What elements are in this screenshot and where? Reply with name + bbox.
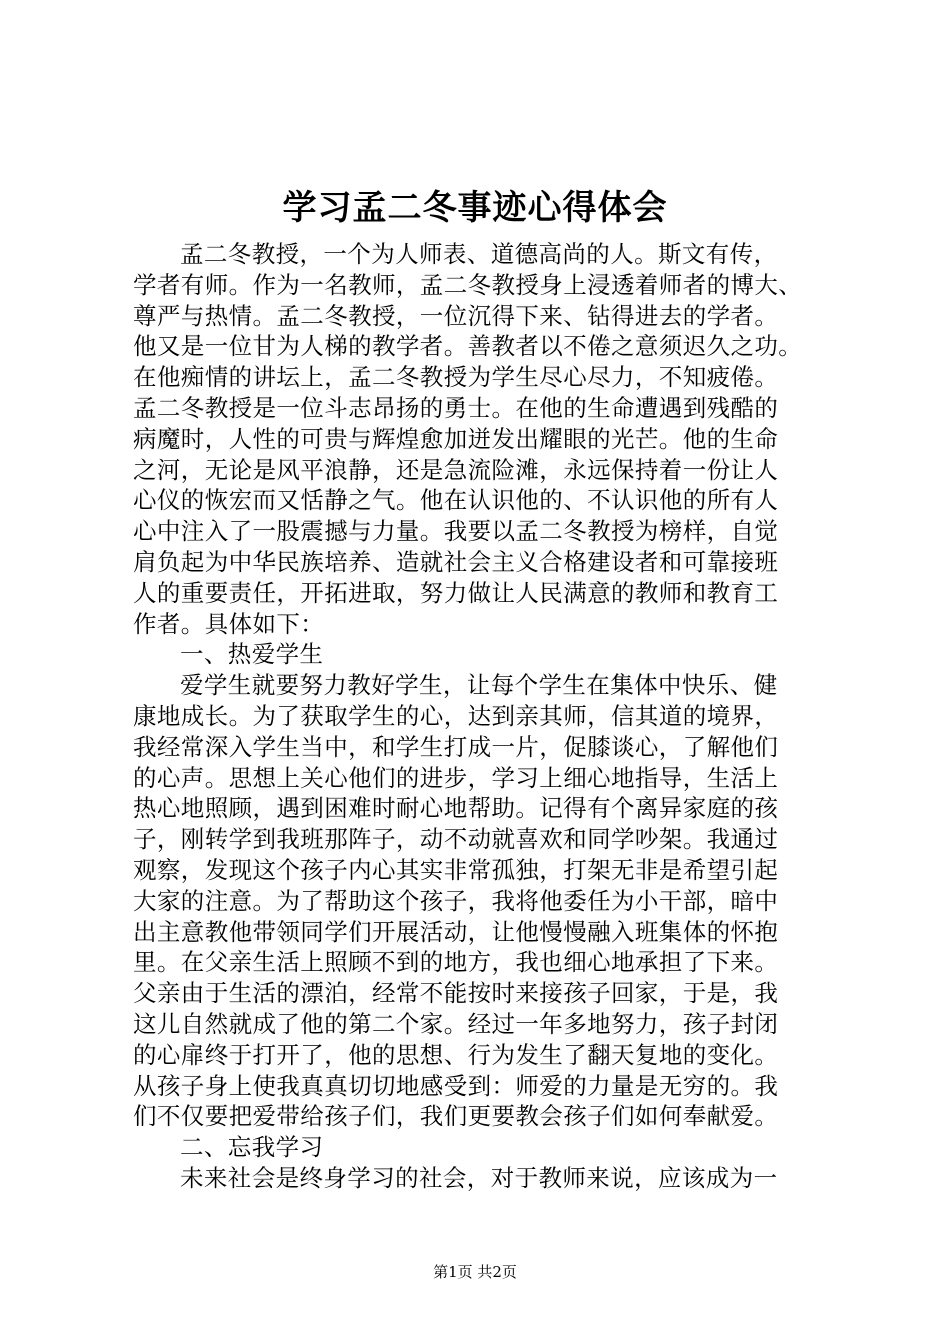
document-title: 学习孟二冬事迹心得体会 [282, 188, 668, 228]
section-heading: 一、热爱学生 [180, 640, 324, 669]
text-line: 父亲由于生活的漂泊，经常不能按时来接孩子回家，于是，我 [133, 979, 779, 1008]
text-line: 热心地照顾，遇到困难时耐心地帮助。记得有个离异家庭的孩 [133, 794, 779, 823]
text-line: 这儿自然就成了他的第二个家。经过一年多地努力，孩子封闭 [133, 1009, 779, 1038]
text-line: 学者有师。作为一名教师，孟二冬教授身上浸透着师者的博大、 [133, 270, 803, 299]
document-body [133, 239, 833, 1194]
text-line: 们不仅要把爱带给孩子们，我们更要教会孩子们如何奉献爱。 [133, 1102, 779, 1131]
text-line: 我经常深入学生当中，和学生打成一片，促膝谈心，了解他们 [133, 732, 779, 761]
text-line: 作者。具体如下： [133, 609, 325, 638]
text-line: 病魔时，人性的可贵与辉煌愈加迸发出耀眼的光芒。他的生命 [133, 424, 779, 453]
page-footer: 第1页 共2页 [433, 1263, 517, 1281]
text-line: 在他痴情的讲坛上，孟二冬教授为学生尽心尽力，不知疲倦。 [133, 363, 779, 392]
text-line: 的心声。思想上关心他们的进步，学习上细心地指导，生活上 [133, 763, 779, 792]
text-line: 爱学生就要努力教好学生，让每个学生在集体中快乐、健 [180, 671, 778, 700]
text-line: 心仪的恢宏而又恬静之气。他在认识他的、不认识他的所有人 [133, 486, 779, 515]
text-line: 他又是一位甘为人梯的教学者。善教者以不倦之意须迟久之功。 [133, 332, 803, 361]
text-line: 从孩子身上使我真真切切地感受到：师爱的力量是无穷的。我 [133, 1071, 779, 1100]
text-line: 之河，无论是风平浪静，还是急流险滩，永远保持着一份让人 [133, 455, 779, 484]
text-line: 孟二冬教授，一个为人师表、道德高尚的人。斯文有传， [180, 240, 778, 268]
text-line: 康地成长。为了获取学生的心，达到亲其师，信其道的境界， [133, 701, 779, 730]
text-line: 子，刚转学到我班那阵子，动不动就喜欢和同学吵架。我通过 [133, 825, 779, 854]
section-heading: 二、忘我学习 [180, 1133, 324, 1162]
text-line: 里。在父亲生活上照顾不到的地方，我也细心地承担了下来。 [133, 948, 779, 977]
text-line: 尊严与热情。孟二冬教授，一位沉得下来、钻得进去的学者。 [133, 301, 779, 330]
text-line: 孟二冬教授是一位斗志昂扬的勇士。在他的生命遭遇到残酷的 [133, 393, 779, 422]
text-line: 大家的注意。为了帮助这个孩子，我将他委任为小干部，暗中 [133, 886, 779, 915]
text-line: 观察，发现这个孩子内心其实非常孤独，打架无非是希望引起 [133, 855, 779, 884]
text-line: 人的重要责任，开拓进取，努力做让人民满意的教师和教育工 [133, 578, 779, 607]
text-line: 未来社会是终身学习的社会，对于教师来说，应该成为一 [180, 1163, 778, 1192]
text-line: 心中注入了一股震撼与力量。我要以孟二冬教授为榜样，自觉 [133, 517, 779, 546]
text-line: 肩负起为中华民族培养、造就社会主义合格建设者和可靠接班 [133, 547, 779, 576]
text-line: 的心扉终于打开了，他的思想、行为发生了翻天复地的变化。 [133, 1040, 779, 1069]
text-line: 出主意教他带领同学们开展活动，让他慢慢融入班集体的怀抱 [133, 917, 779, 946]
